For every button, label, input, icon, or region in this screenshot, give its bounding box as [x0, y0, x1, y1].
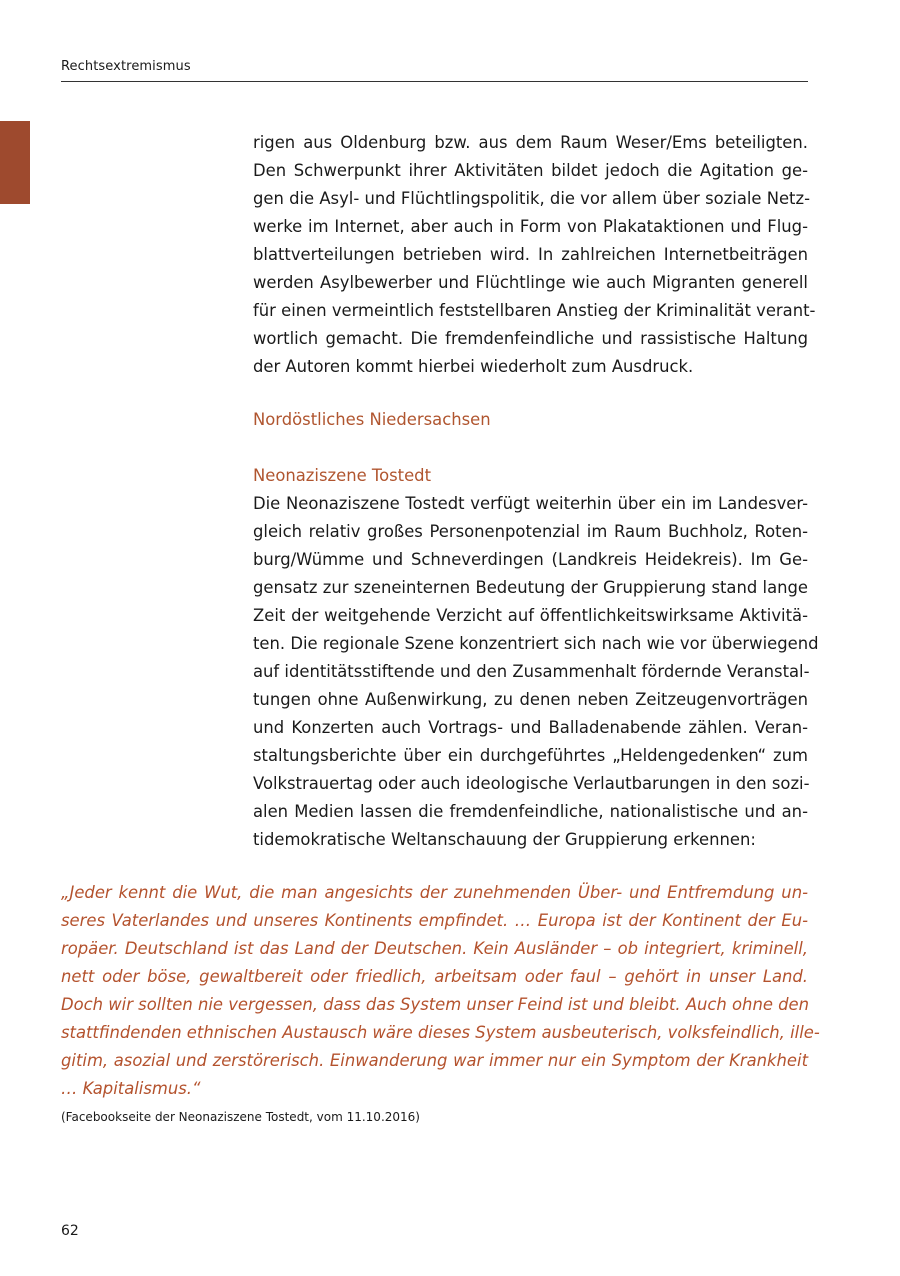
quote-line: gitim, asozial und zerstörerisch. Einwanderung war immer nur ein Symptom der Krankheit — [61, 1051, 808, 1070]
body-paragraph-2 — [253, 490, 819, 854]
chapter-side-tab — [0, 121, 30, 204]
header-divider — [61, 81, 808, 82]
quote-line: seres Vaterlandes und unseres Kontinents empfindet. … Europa ist der Kontinent der Eu- — [61, 911, 808, 930]
text-line: werke im Internet, aber auch in Form von Plakataktionen und Flug- — [253, 217, 808, 236]
quote-line: … Kapitalismus.“ — [61, 1079, 201, 1098]
text-line: wortlich gemacht. Die fremdenfeindliche und rassistische Haltung — [253, 329, 808, 348]
body-paragraph-1 — [253, 129, 816, 381]
text-line: gensatz zur szeneinternen Bedeutung der Gruppierung stand lange — [253, 578, 808, 597]
text-line: werden Asylbewerber und Flüchtlinge wie auch Migranten generell — [253, 273, 808, 292]
quote-source: (Facebookseite der Neonaziszene Tostedt, vom 11.10.2016) — [61, 1110, 420, 1124]
text-line: rigen aus Oldenburg bzw. aus dem Raum Weser/Ems beteiligten. — [253, 133, 808, 152]
text-line: staltungsberichte über ein durchgeführtes „Heldengedenken“ zum — [253, 746, 808, 765]
running-header: Rechtsextremismus — [61, 59, 191, 74]
text-line: der Autoren kommt hierbei wiederholt zum Ausdruck. — [253, 357, 694, 376]
text-line: und Konzerten auch Vortrags- und Balladenabende zählen. Veran- — [253, 718, 808, 737]
text-line: für einen vermeintlich feststellbaren Anstieg der Kriminalität verant- — [253, 301, 816, 320]
text-line: tungen ohne Außenwirkung, zu denen neben Zeitzeugenvorträgen — [253, 690, 808, 709]
text-line: Volkstrauertag oder auch ideologische Verlautbarungen in den sozi- — [253, 774, 810, 793]
text-line: tidemokratische Weltanschauung der Gruppierung erkennen: — [253, 830, 756, 849]
section-heading: Nordöstliches Niedersachsen — [253, 410, 491, 429]
text-line: auf identitätsstiftende und den Zusammenhalt fördernde Veranstal- — [253, 662, 810, 681]
text-line: burg/Wümme und Schneverdingen (Landkreis Heidekreis). Im Ge- — [253, 550, 808, 569]
block-quote — [61, 879, 820, 1103]
quote-line: „Jeder kennt die Wut, die man angesichts der zunehmenden Über- und Entfremdung un- — [61, 883, 808, 902]
text-line: ten. Die regionale Szene konzentriert sich nach wie vor überwiegend — [253, 634, 819, 653]
text-line: Den Schwerpunkt ihrer Aktivitäten bildet jedoch die Agitation ge- — [253, 161, 808, 180]
text-line: alen Medien lassen die fremdenfeindliche, nationalistische und an- — [253, 802, 808, 821]
page-number: 62 — [61, 1223, 79, 1239]
quote-line: Doch wir sollten nie vergessen, dass das System unser Feind ist und bleibt. Auch ohne den — [61, 995, 810, 1014]
quote-line: ropäer. Deutschland ist das Land der Deutschen. Kein Ausländer – ob integriert, kriminell, — [61, 939, 808, 958]
text-line: Die Neonaziszene Tostedt verfügt weiterhin über ein im Landesver- — [253, 494, 808, 513]
quote-line: nett oder böse, gewaltbereit oder friedlich, arbeitsam oder faul – gehört in unser Land. — [61, 967, 808, 986]
text-line: Zeit der weitgehende Verzicht auf öffentlichkeitswirksame Aktivitä- — [253, 606, 808, 625]
text-line: gen die Asyl- und Flüchtlingspolitik, die vor allem über soziale Netz- — [253, 189, 811, 208]
text-line: gleich relativ großes Personenpotenzial im Raum Buchholz, Roten- — [253, 522, 808, 541]
text-line: blattverteilungen betrieben wird. In zahlreichen Internetbeiträgen — [253, 245, 808, 264]
quote-line: stattfindenden ethnischen Austausch wäre dieses System ausbeuterisch, volksfeindlich, ille- — [61, 1023, 820, 1042]
subsection-heading: Neonaziszene Tostedt — [253, 466, 432, 485]
